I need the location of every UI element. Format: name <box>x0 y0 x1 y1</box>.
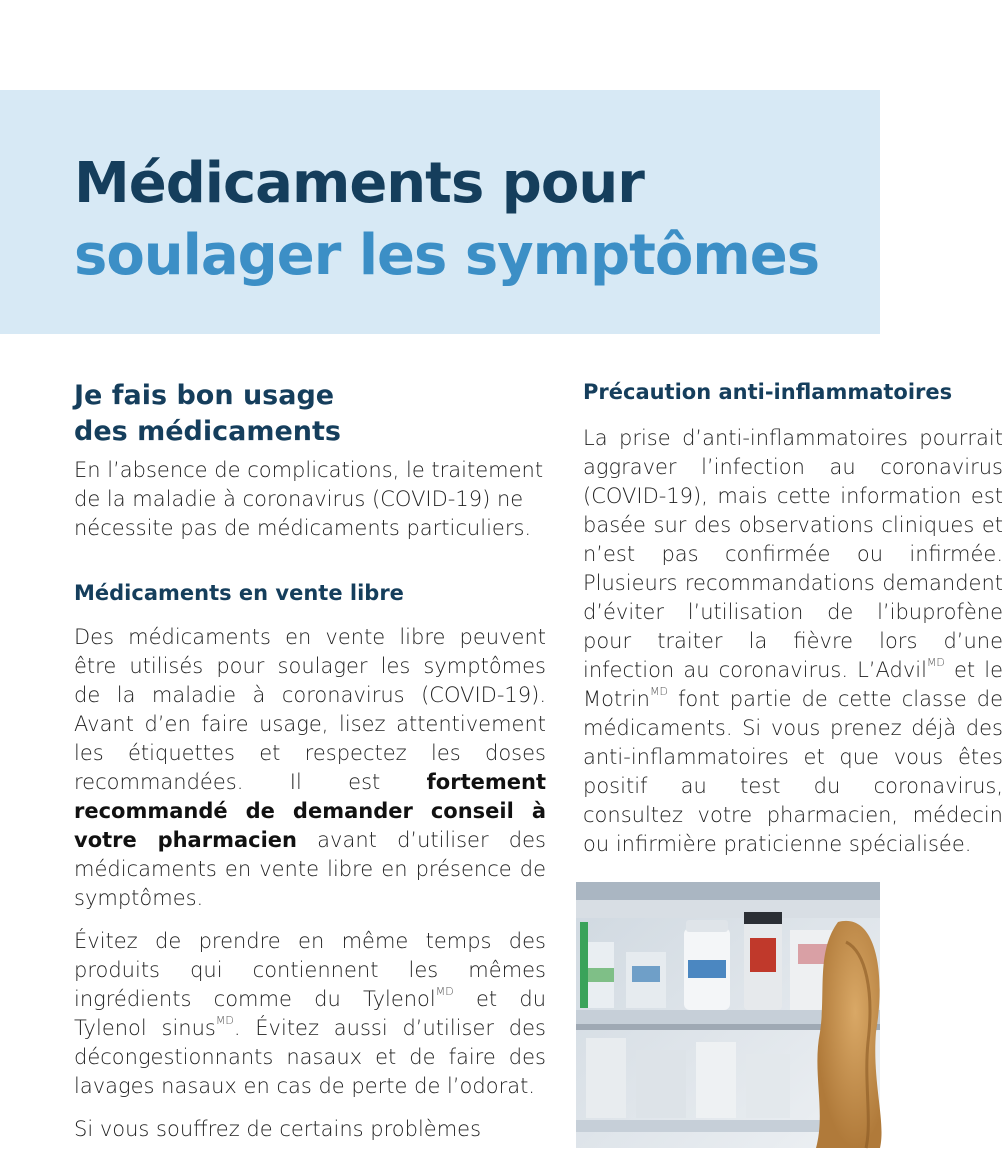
left-column <box>74 378 546 1158</box>
otc-text-1: Des médicaments en vente libre peuvent être utilisés pour soulager les symptômes de la maladie à coronavirus (COVID-19). Avant d’en faire usage, lisez attentivement les étiquettes et respectez les doses recommandées. Il est <box>74 625 546 794</box>
right-column <box>583 378 1003 873</box>
ai-text-2: et le Motrin <box>583 658 1003 711</box>
intro-paragraph: En l’absence de complications, le traitement de la maladie à coronavirus (COVID-19) ne nécessite pas de médicaments particuliers. <box>74 458 544 540</box>
trademark-md: MD <box>649 685 668 698</box>
section-heading: Je fais bon usage des médicaments <box>74 380 342 447</box>
otc-bold-advice: fortement recommandé de demander conseil à votre pharmacien <box>74 770 546 852</box>
page-title-line2: soulager les symptômes <box>74 223 820 288</box>
pharmacy-shelf-image <box>576 882 880 1148</box>
avoid-text-1: Évitez de prendre en même temps des produits qui contiennent les mêmes ingrédients comme du Tylenol <box>74 929 546 1011</box>
subheading-otc: Médicaments en vente libre <box>74 581 404 605</box>
avoid-text-3: . Évitez aussi d’utiliser des décongestionnants nasaux et de faire des lavages nasaux en cas de perte de l’odorat. <box>74 1016 546 1098</box>
pharmacy-photo <box>576 882 880 1148</box>
otc-text-2: avant d’utiliser des médicaments en vente libre en présence de symptômes. <box>74 828 546 910</box>
page-title-line1: Médicaments pour <box>74 151 644 216</box>
trademark-md: MD <box>215 1014 234 1027</box>
conditions-paragraph: Si vous souffrez de certains problèmes <box>74 1117 482 1141</box>
avoid-text-2: et du Tylenol sinus <box>74 987 547 1040</box>
avoid-paragraph <box>74 927 546 1101</box>
ai-text-3: font partie de cette classe de médicaments. Si vous prenez déjà des anti-inflammatoires et que vous êtes positif au test du coronavirus, consultez votre pharmacien, médecin ou infirmière praticienne spécialisée. <box>583 687 1003 856</box>
ai-text-1: La prise d’anti-inflammatoires pourrait aggraver l’infection au coronavirus (COVID-19), mais cette information est basée sur des observations cliniques et n’est pas confirmée ou infirmée. Plusieurs recommandations demandent d’éviter l’utilisation de l’ibuprofène pour traiter la fièvre lors d’une infection au coronavirus. L’Advil <box>583 426 1003 682</box>
otc-paragraph <box>74 623 546 913</box>
trademark-md: MD <box>435 985 454 998</box>
subheading-anti-inflammatory: Précaution anti-inflammatoires <box>583 380 953 404</box>
anti-inflammatory-paragraph <box>583 424 1003 859</box>
trademark-md: MD <box>926 656 945 669</box>
